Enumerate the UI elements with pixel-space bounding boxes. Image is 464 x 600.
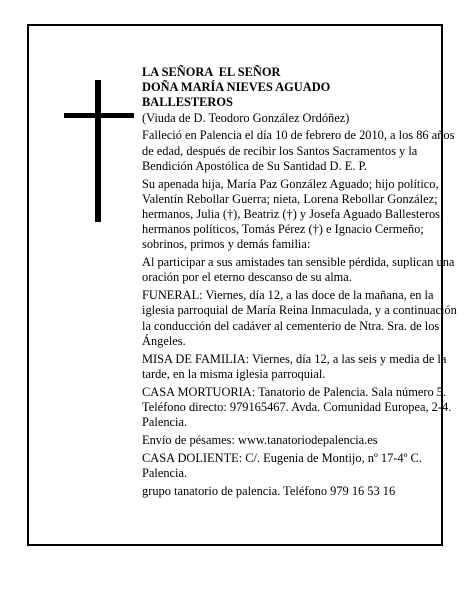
- request-paragraph: Al participar a sus amistades tan sensible pérdida, suplican una oración por el eterno descanso de su alma.: [142, 255, 455, 285]
- latin-cross-icon: [95, 80, 101, 222]
- deceased-name-line1: DOÑA MARÍA NIEVES AGUADO: [142, 80, 331, 95]
- widow-line: (Viuda de D. Teodoro González Ordóñez): [142, 110, 350, 125]
- family-mass-paragraph: MISA DE FAMILIA: Viernes, día 12, a las seis y media de la tarde, en la misma iglesia parroquial.: [142, 351, 447, 381]
- death-paragraph: Falleció en Palencia el día 10 de febrero de 2010, a los 86 años de edad, después de recibir los Santos Sacramentos y la Bendición Apostólica de Su Santidad D. E. P.: [142, 128, 455, 173]
- family-paragraph: Su apenada hija, María Paz González Aguado; hijo político, Valentín Rebollar Guerra; nieta, Lorena Rebollar González; hermanos, Julia (†), Beatriz (†) y Josefa Aguado Ballesteros; hermanos políticos, Tomás Pérez (†) e Ignacio Cermeño; sobrinos, primos y demás familia:: [142, 176, 444, 252]
- deceased-name-line2: BALLESTEROS: [142, 95, 233, 110]
- mortuary-paragraph: CASA MORTUORIA: Tanatorio de Palencia. Sala número 5. Teléfono directo: 979165467. Avda. Comunidad Europea, 2-4. Palencia.: [142, 384, 452, 430]
- footer-line: grupo tanatorio de palencia. Teléfono 979 16 53 16: [142, 483, 396, 498]
- mourning-house-paragraph: CASA DOLIENTE: C/. Eugenia de Montijo, nº 17-4º C. Palencia.: [142, 450, 422, 480]
- title-line: LA SEÑORA EL SEÑOR: [142, 65, 281, 79]
- obituary-notice: [27, 24, 457, 546]
- funeral-paragraph: FUNERAL: Viernes, día 12, a las doce de la mañana, en la iglesia parroquial de María Reina Inmaculada, y a continuación la conducción del cadáver al cementerio de Ntra. Sra. de los Ángeles.: [142, 288, 457, 348]
- latin-cross-icon-crossbar: [64, 113, 134, 118]
- notice-text: [142, 65, 457, 501]
- condolences-line: Envío de pésames: www.tanatoriodepalencia.es: [142, 432, 378, 447]
